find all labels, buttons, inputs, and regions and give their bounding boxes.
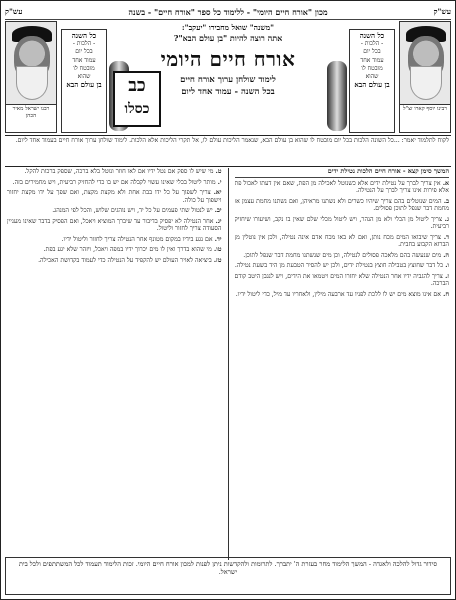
portrait-caption-left: רבנו ישראל מאיר הכהן: [6, 104, 56, 132]
intro-text: לקוח לתלמוד יאמר: ...כל השונה הלכות בכל יום מובטח לו שהוא בן עולם הבא, שנאמר הליכות עולם לו, אל תקרי הליכות אלא הלכות. לימוד שולחן ערוך אורח חיים בעמוד אחד ליום.: [15, 137, 449, 144]
header-quote-2: אתה רוצה להיות "בן עולם הבא"?: [173, 33, 283, 43]
paragraph-number: ה.: [441, 251, 449, 259]
paragraph-text: כל דבר שחוצץ בטבילה חוצץ בנטילת ידים, ולכן יש להסיר הטבעת מן היד בשעת נטילה.: [234, 262, 444, 269]
column-divider: [228, 168, 229, 560]
paragraph: [7, 236, 222, 244]
top-strip: [5, 4, 451, 20]
scroll-icon: [327, 61, 347, 131]
paragraph: [235, 234, 450, 249]
side-panel-line: שהוא: [77, 73, 91, 81]
date-box: [113, 71, 161, 127]
side-panel-line: מובטח לו: [361, 64, 383, 72]
column-right: [235, 168, 450, 560]
portrait-left: [5, 21, 57, 133]
side-panel-line: עמוד אחד: [72, 56, 96, 64]
paragraph-text: אם אינו מוצא מים יש לו ללכת לפניו עד ארבעה מילין, ולאחריו עד מיל, כדי ליטול ידיו.: [235, 290, 442, 298]
portrait-beard: [410, 66, 442, 100]
paragraph-number: ז.: [442, 272, 449, 280]
paragraph-text: ביציאה לאויר העולם יש להקפיד על הנטילה כדי לעמוד בקדושת האכילה.: [38, 256, 212, 264]
paragraph-number: יג.: [213, 217, 222, 225]
paragraph: [235, 216, 450, 231]
paragraph: [235, 291, 450, 299]
paragraph-number: יא.: [210, 189, 222, 196]
paragraph-number: יב.: [212, 207, 222, 214]
paragraph-text: צריך שיבואו המים מכח נותן, ואם לא באו מכח אדם אינה נטילה, ולכן אין נוטלין מן הברזא הקבוע בחבית.: [234, 233, 449, 248]
paragraph-text: מי שהוא בדרך ואין לו מים יכרוך ידיו במפה ויאכל, ויזהר שלא יגע בפת.: [43, 246, 212, 253]
paragraph-number: ט.: [213, 168, 222, 175]
side-panel-line: כל השנה: [71, 31, 97, 40]
divider: [5, 166, 451, 167]
paragraph-number: טז.: [211, 256, 222, 264]
paragraph-text: אחר הנטילה לא יפסיק בדיבור עד שיברך המוציא ויאכל, ואם הפסיק בדבר שאינו מעניין הסעודה צריך לחזור וליטול.: [7, 217, 222, 232]
side-panel-line: בן עולם הבא: [354, 80, 390, 90]
top-strip-right: עש"ק: [433, 7, 451, 16]
portrait-beard: [16, 66, 48, 100]
paragraph: [7, 257, 222, 265]
paragraph: [7, 218, 222, 233]
subtitle: לימוד שולחן ערוך אורח חיים: [180, 75, 276, 85]
side-panel-line: עמוד אחד: [360, 56, 384, 64]
side-panel-line: בן עולם הבא: [66, 80, 102, 90]
header-quote: "משנה" שואל מחבירו "יעקב":: [181, 23, 275, 32]
paragraph-text: צריך להגביה ידיו אחר הנטילה שלא יחזרו המים ויטמאו את הידים, ויש לנגבן היטב קודם הברכה.: [234, 272, 449, 287]
paragraph-text: מותר ליטול בכלי שאינו עשוי לקבלה אם יש בו כדי להחזיק רביעית, ויש מחמירים בזה.: [12, 178, 216, 186]
column-heading: המשך סימן קצא - אורח חיים הלכות נטילת ידים: [235, 168, 450, 178]
header: [5, 21, 451, 135]
top-strip-title: מכון "אורח חיים היומי" - ללימוד כל ספר "אורח חיים" - בשנה: [128, 6, 328, 17]
divider: [5, 135, 451, 136]
paragraph-text: צריך לשפוך על כל ידו בבת אחת ולא מקצת מקצת, ואם שפך על ידו מקצת יחזור וישפוך על כולה.: [7, 189, 222, 204]
paragraph-number: י.: [215, 178, 222, 186]
portrait-right: [399, 21, 451, 133]
paragraph: [235, 180, 450, 195]
paragraph-text: אם נגע בידיו במקום מטונף אחר הנטילה צריך לחזור וליטול ידיו.: [61, 235, 213, 243]
top-strip-left: עש"ק: [5, 7, 23, 16]
paragraph: [235, 262, 450, 270]
paragraph: [7, 179, 222, 187]
paragraph-number: ג.: [442, 215, 449, 223]
paragraph-number: ד.: [441, 233, 449, 241]
paragraph: [7, 246, 222, 254]
side-panel-line: - הלכות -: [360, 40, 384, 48]
paragraph-text: יש לנטול שתי פעמים על כל יד, ויש נוהגים שלוש, והכל לפי המנהג.: [52, 207, 213, 214]
side-panel-line: בכל יום: [363, 48, 381, 56]
paragraph-number: יד.: [212, 235, 222, 243]
paragraph: [235, 273, 450, 288]
side-panel-left: [61, 29, 107, 133]
side-panel-line: מובטח לו: [73, 64, 95, 72]
paragraph-number: ח.: [441, 290, 449, 298]
paragraph-text: אין צריך לברך על נטילת ידים אלא כשנוטל לאכילה מן הפת, שאם אין דעתו לאכול פת אלא פירות אינו צריך לברך על הנטילה.: [234, 179, 449, 194]
paragraph: [7, 207, 222, 215]
paragraph-number: ו.: [443, 262, 449, 269]
side-panel-line: כל השנה: [359, 31, 385, 40]
paragraph-number: א.: [440, 179, 449, 187]
paragraph: [7, 168, 222, 176]
paragraph-text: צריך ליטול מן הכלי ולא מן הנהר, ויש ליטול מכלי שלם שאין בו נקב, ושיעורו שיחזיק רביעית.: [234, 215, 449, 230]
text-columns: [7, 168, 449, 560]
paragraph-text: מי שיש לו ספק אם נטל ידיו אם לאו חוזר ונוטל בלא ברכה, שספק ברכות להקל.: [24, 168, 214, 175]
date-month: כסלו: [124, 101, 150, 117]
paragraph: [7, 189, 222, 204]
paragraph-text: המים שנוטלים בהם צריך שיהיו כשרים ולא נשתנו מראיהן, ואם נשתנו מחמת עצמן או מחמת דבר שנפל לתוכן פסולים.: [234, 197, 449, 212]
subtitle-2: בכל השנה - עמוד אחד ליום: [181, 87, 275, 97]
side-panel-right: [349, 29, 395, 133]
date-day: כב: [128, 75, 146, 96]
side-panel-line: - הלכות -: [72, 40, 96, 48]
column-left: [7, 168, 222, 560]
footer: סידור גדול להלכה ולאגדה - המשך הלימוד מחר בעזרת ה' יתברך. לתרומות ולהקדשות ניתן לפנות למכון אורח חיים היומי. זכות הלימוד תעמוד לכל המשתתפים ולכל בית ישראל.: [5, 557, 451, 595]
portrait-caption-right: רבינו יוסף קארו זצ"ל: [400, 104, 450, 132]
paragraph-number: ב.: [441, 197, 449, 205]
paragraph: [235, 252, 450, 260]
page-title: אורח חיים היומי: [160, 47, 296, 71]
title-block: [135, 21, 321, 133]
paragraph-number: טו.: [211, 246, 222, 253]
paragraph-text: מים שנעשה בהם מלאכה פסולים לנטילה, וכן מים שנשתנו מחמת דבר שנפל לתוכן.: [243, 251, 442, 259]
side-panel-line: בכל יום: [75, 48, 93, 56]
side-panel-line: שהוא: [365, 73, 379, 81]
paragraph: [235, 198, 450, 213]
